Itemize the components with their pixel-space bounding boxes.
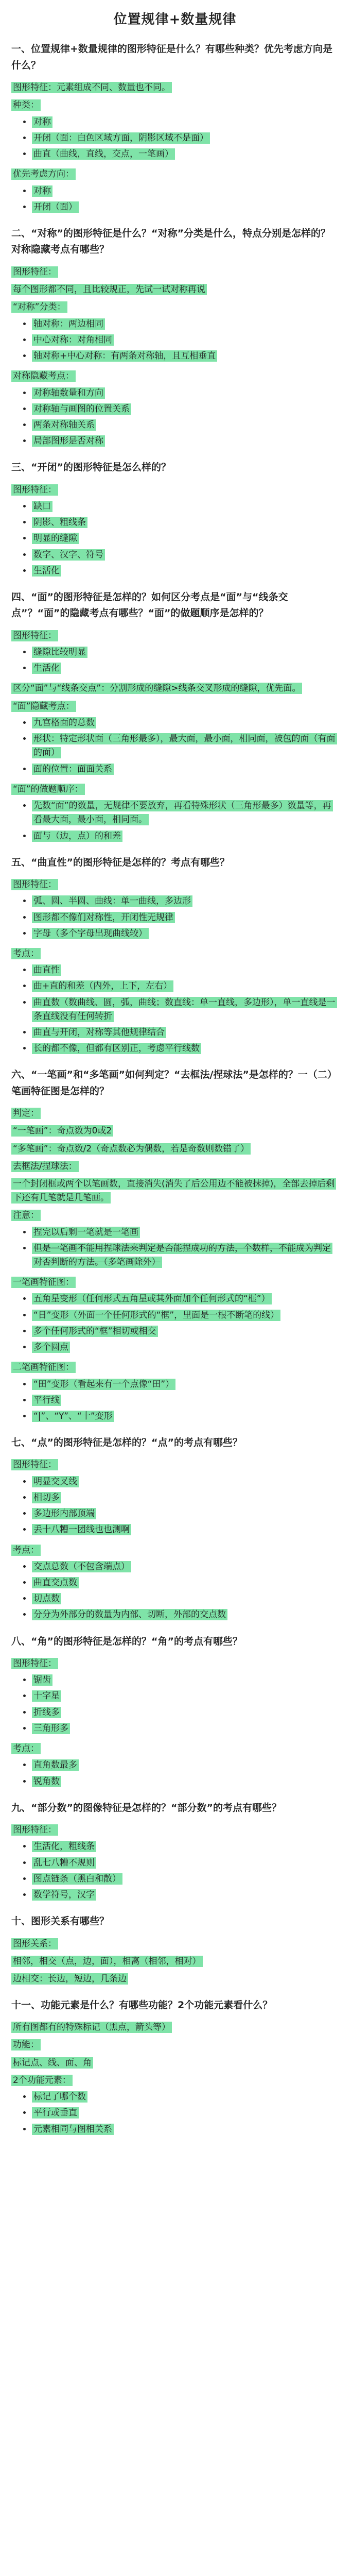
list-item-text: 明显的缝隙: [32, 533, 79, 544]
list-item-text: 生活化: [32, 663, 61, 674]
list-item-text: 丢十八糟一团线也也测啊: [32, 1524, 131, 1535]
bullet-list: [11, 1292, 339, 1354]
section: [11, 855, 339, 1056]
list-item-text: 相切多: [32, 1492, 61, 1503]
text-line: [11, 878, 339, 891]
list-item: [32, 1042, 339, 1056]
highlighted-text: 功能：: [11, 2039, 41, 2050]
list-item-text: 开闭（面：白色区域方面，阴影区域不是面）: [32, 132, 210, 144]
text-line: [11, 1209, 339, 1222]
section-heading: 二、“对称”的图形特征是什么？“对称”分类是什么，特点分别是怎样的？对称隐藏考点有哪些？: [11, 227, 330, 256]
list-item-text: 对称轴数量和方向: [32, 387, 105, 399]
section: [11, 1634, 339, 1789]
list-item-text: 元素相同与图相关系: [32, 2124, 114, 2135]
struck-text: 但是一笔画不能用捏球法来判定是否能捏成功的方法，个数样，不能成为判定对否判断的方法。（多笔画除外）: [32, 1243, 332, 1268]
text-line: [11, 167, 339, 181]
list-item-text: 图形都不像们对称性，开闭性无规律: [32, 912, 175, 923]
section-heading: 五、“曲直性”的图形特征是怎样的？考点有哪些？: [11, 856, 230, 868]
list-item-text: 折线多: [32, 1707, 61, 1718]
bullet-list: [11, 963, 339, 1056]
list-item-text: 面的位置：面面关系: [32, 764, 114, 775]
list-item: [32, 2106, 339, 2120]
list-item-text: 明显交叉线: [32, 1476, 79, 1487]
text-line: [11, 1160, 339, 1173]
list-item-text: 曲直性: [32, 964, 61, 976]
section: [11, 226, 339, 448]
list-item-text: 切点数: [32, 1593, 61, 1604]
list-item-text: 锯齿: [32, 1674, 52, 1686]
list-item: [32, 532, 339, 546]
section-heading: 四、“面”的图形特征是怎样的？如何区分考点是“面”与“线条交点”？“面”的隐藏考点有哪些？“面”的做题顺序是怎样的？: [11, 591, 288, 619]
text-line: [11, 1937, 339, 1951]
highlighted-text: “对称”分类：: [11, 301, 67, 313]
list-item-text: 形状：特定形状面（三角形最多），最大面，最小面，相同面，被包的面（有面的面）: [32, 733, 337, 758]
list-item-text: 交点总数（不包含端点）: [32, 1561, 131, 1572]
list-item-text: 九宫格面的总数: [32, 717, 96, 728]
list-item-text: “田”变形（看起来有一个点像“田”）: [32, 1379, 175, 1390]
list-item: [32, 1226, 339, 1240]
highlighted-text: “面”隐藏考点：: [11, 701, 76, 712]
list-item-text: 轴对称：两边相同: [32, 318, 105, 330]
bullet-list: [11, 184, 339, 214]
list-item: [32, 1292, 339, 1306]
list-item: [32, 500, 339, 514]
list-item: [32, 1775, 339, 1789]
list-item-text: 曲直与开闭，对称等其他规律结合: [32, 1027, 166, 1038]
list-item: [32, 402, 339, 416]
list-item: [32, 762, 339, 776]
highlighted-text: 一笔画特征图：: [11, 1277, 76, 1288]
list-item: [32, 963, 339, 977]
list-item-text: 图点链条（黑白和散）: [32, 1873, 122, 1885]
highlighted-text: 2个功能元素：: [11, 2075, 73, 2086]
highlighted-text: 对称隐藏考点：: [11, 370, 76, 382]
section: [11, 41, 339, 214]
bullet-list: [11, 386, 339, 449]
list-item: [32, 911, 339, 925]
list-item: [32, 184, 339, 198]
text-line: [11, 1177, 339, 1205]
bullet-list: [11, 894, 339, 941]
text-line: [11, 947, 339, 960]
bullet-list: [11, 716, 339, 776]
list-item: [32, 1856, 339, 1870]
section-heading: 七、“点”的图形特征是怎样的？“点”的考点有哪些？: [11, 1437, 242, 1449]
list-item-text: 直角数最多: [32, 1759, 79, 1771]
list-item: [32, 996, 339, 1024]
list-item: [32, 1872, 339, 1886]
bullet-list: [11, 799, 339, 843]
list-item-text: “日”变形（外面一个任何形式的“框”，里面是一根不断笔的线）: [32, 1310, 280, 1321]
list-item: [32, 1394, 339, 1408]
bullet-list: [11, 500, 339, 578]
section: [11, 1913, 339, 1986]
text-line: [11, 682, 339, 695]
text-line: [11, 1742, 339, 1755]
list-item: [32, 434, 339, 448]
list-item: [32, 1507, 339, 1521]
list-item-text: 阴影、粗线条: [32, 517, 87, 528]
highlighted-text: 图形特征：元素组成不同、数量也不同。: [11, 82, 172, 93]
section-heading: 九、“部分数”的图像特征是怎样的？“部分数”的考点有哪些？: [11, 1802, 281, 1814]
list-item-text: 多个圆点: [32, 1342, 70, 1353]
list-item-text: 面与（边，点）的和差: [32, 831, 122, 842]
text-line: [11, 283, 339, 296]
list-item-text: 轴对称+中心对称：有两条对称轴，且互相垂直: [32, 350, 217, 362]
list-item-text: 局部图形是否对称: [32, 435, 105, 447]
list-item-text: 缺口: [32, 501, 52, 512]
highlighted-text: 图形特征：: [11, 1658, 58, 1669]
list-item-text: 多边形内部顶端: [32, 1508, 96, 1519]
list-item: [32, 564, 339, 578]
list-item: [32, 317, 339, 331]
list-item: [32, 799, 339, 827]
text-line: [11, 98, 339, 112]
text-line: [11, 81, 339, 94]
list-item: [32, 115, 339, 129]
list-item: [32, 1410, 339, 1423]
highlighted-text: 图形特征：: [11, 266, 58, 278]
highlighted-text: “一笔画”：奇点数为0或2: [11, 1125, 113, 1137]
list-item-text: 乱七八糟不规则: [32, 1857, 96, 1869]
text-line: [11, 2074, 339, 2087]
highlighted-text: 图形特征：: [11, 879, 58, 890]
section-heading: 十一、功能元素是什么？有哪些功能？2个功能元素看什么？: [11, 1999, 273, 2011]
text-line: [11, 2038, 339, 2052]
text-line: [11, 1124, 339, 1138]
list-item-text: 三角形多: [32, 1723, 70, 1734]
text-line: [11, 1107, 339, 1120]
highlighted-text: 所有图都有的特殊标记（黑点，箭头等）: [11, 2022, 172, 2033]
list-item: [32, 418, 339, 432]
section: [11, 1067, 339, 1423]
list-item: [32, 2123, 339, 2137]
list-item: [32, 1576, 339, 1590]
list-item: [32, 1608, 339, 1622]
section-heading: 八、“角”的图形特征是怎样的？“角”的考点有哪些？: [11, 1635, 242, 1647]
section-heading: 一、位置规律+数量规律的图形特征是什么？有哪些种类？优先考虑方向是什么？: [11, 43, 332, 71]
list-item-text: 平行或垂直: [32, 2107, 79, 2119]
list-item-text: 数学符号，汉字: [32, 1889, 96, 1901]
list-item-text: 分分为外部分的数量为内部、切断，外部的交点数: [32, 1609, 227, 1620]
list-item: [32, 979, 339, 993]
list-item: [32, 386, 339, 400]
highlighted-text: 标记点、线、面、角: [11, 2057, 93, 2069]
highlighted-text: “多笔画”：奇点数/2（奇点数必为偶数，若是奇数则数错了）: [11, 1143, 251, 1155]
list-item: [32, 1592, 339, 1606]
list-item-text: 生活化: [32, 565, 61, 577]
bullet-list: [11, 1475, 339, 1537]
text-line: [11, 1823, 339, 1837]
list-item-text: 五角星变形（任何形式五角星或其外面加个任何形式的“框”）: [32, 1293, 272, 1304]
text-line: [11, 1458, 339, 1471]
list-item: [32, 1888, 339, 1902]
highlighted-text: 图形特征：: [11, 484, 58, 496]
highlighted-text: 边相交：长边，短边，几条边: [11, 1973, 128, 1985]
list-item-text: 两条对称轴关系: [32, 419, 96, 431]
list-item-text: 数字、汉字、符号: [32, 549, 105, 561]
text-line: [11, 483, 339, 497]
list-item: [32, 646, 339, 659]
list-item-text: 锐角数: [32, 1776, 61, 1787]
list-item-text: 生活化，粗线条: [32, 1841, 96, 1852]
text-line: [11, 300, 339, 314]
bullet-list: [11, 1840, 339, 1902]
bullet-list: [11, 1378, 339, 1424]
list-item: [32, 1475, 339, 1489]
list-item: [32, 1309, 339, 1323]
list-item-text: 先数“面”的数量，无规律不要放弃，再看特殊形状（三角形最多）数量等，再看最大面，最小面，相同面。: [32, 800, 333, 825]
section-heading: 六、“一笔画”和“多笔画”如何判定？“去框法/捏球法”是怎样的？一（二）笔画特征图是怎样的？: [11, 1069, 337, 1097]
bullet-list: [11, 646, 339, 675]
list-item: [32, 1689, 339, 1703]
text-line: [11, 1142, 339, 1156]
list-item-text: 字母（多个字母出现曲线较）: [32, 928, 149, 939]
text-line: [11, 1544, 339, 1557]
list-item: [32, 548, 339, 562]
text-line: [11, 1361, 339, 1374]
list-item: [32, 829, 339, 843]
list-item: [32, 1706, 339, 1720]
text-line: [11, 1276, 339, 1289]
section-heading: 十、图形关系有哪些？: [11, 1916, 110, 1927]
list-item-text: 捏完以后剩一笔就是一笔画: [32, 1227, 140, 1238]
list-item: [32, 1673, 339, 1687]
list-item: [32, 1758, 339, 1772]
list-item-text: 曲+直的和差（内外，上下，左右）: [32, 980, 173, 992]
highlighted-text: 图形特征：: [11, 1459, 58, 1470]
section-heading: 三、“开闭”的图形特征是怎么样的？: [11, 462, 171, 473]
highlighted-text: 种类：: [11, 99, 41, 111]
bullet-list: [11, 1758, 339, 1788]
list-item: [32, 333, 339, 347]
bullet-list: [11, 1560, 339, 1622]
list-item-text: 缝隙比较明显: [32, 647, 87, 658]
bullet-list: [11, 1673, 339, 1736]
text-line: [11, 1955, 339, 1968]
highlighted-text: “面”的做题顺序：: [11, 784, 85, 795]
highlighted-text: 考点：: [11, 1545, 41, 1556]
list-item-text: 多个任何形式的“框”相切或相交: [32, 1326, 158, 1337]
text-line: [11, 1972, 339, 1986]
list-item: [32, 1491, 339, 1505]
highlighted-text: 图形特征：: [11, 630, 58, 641]
highlighted-text: 区分“面”与“线条交点”：分割形成的缝隙>线条交叉形成的缝隙，优先面。: [11, 683, 302, 694]
highlighted-text: 图形特征：: [11, 1824, 58, 1836]
list-item: [32, 349, 339, 363]
list-item-text: 弧、圆、半圆、曲线：单一曲线，多边形: [32, 895, 192, 907]
highlighted-text: 一个封闭框或两个以笔画数，直接消失(消失了后公用边不能被抹掉)，全部去掉后剩下还有几笔就是几笔画。: [11, 1178, 336, 1203]
highlighted-text: 去框法/捏球法：: [11, 1161, 79, 1172]
bullet-list: [11, 115, 339, 162]
list-item: [32, 662, 339, 675]
section: [11, 589, 339, 843]
list-item: [32, 1722, 339, 1736]
list-item-text: 长的都不像，但都有区别正，考虑平行线数: [32, 1043, 201, 1054]
list-item-text: 曲直数（数曲线、圆，弧，曲线；数直线：单一直线，多边形），单一直线是一条直线没有任何转折: [32, 997, 337, 1022]
highlighted-text: 注意：: [11, 1210, 41, 1221]
bullet-list: [11, 1226, 339, 1270]
section: [11, 1800, 339, 1902]
list-item-text: 对称: [32, 116, 52, 128]
list-item-text: 平行线: [32, 1395, 61, 1406]
highlighted-text: 判定：: [11, 1108, 41, 1119]
section: [11, 460, 339, 578]
text-line: [11, 2056, 339, 2070]
list-item: [32, 1840, 339, 1854]
list-item-text: 对称: [32, 185, 52, 197]
highlighted-text: 考点：: [11, 948, 41, 959]
text-line: [11, 629, 339, 642]
list-item-text: “|”、“Y”、“十”变形: [32, 1411, 114, 1422]
list-item: [32, 200, 339, 214]
highlighted-text: 考点：: [11, 1743, 41, 1754]
list-item: [32, 516, 339, 530]
list-item: [32, 1325, 339, 1338]
list-item-text: 曲直交点数: [32, 1577, 79, 1588]
list-item-text: 中心对称：对角相同: [32, 334, 114, 346]
list-item-struck: [32, 1242, 339, 1269]
list-item: [32, 1378, 339, 1392]
text-line: [11, 783, 339, 796]
text-line: [11, 2021, 339, 2034]
list-item-text: 曲直（曲线，直线，交点，一笔画）: [32, 148, 175, 160]
page-title: 位置规律+数量规律: [113, 12, 237, 27]
text-line: [11, 1657, 339, 1670]
bullet-list: [11, 2090, 339, 2137]
text-line: [11, 265, 339, 279]
list-item: [32, 927, 339, 941]
bullet-list: [11, 317, 339, 364]
list-item: [32, 131, 339, 145]
list-item: [32, 1523, 339, 1537]
highlighted-text: 每个图形都不同，且比较规正，先试一试对称再说: [11, 284, 207, 295]
list-item-text: 标记了哪个数: [32, 2091, 87, 2103]
section: [11, 1435, 339, 1622]
list-item: [32, 2090, 339, 2104]
list-item-text: 开闭（面）: [32, 201, 79, 213]
list-item: [32, 1341, 339, 1354]
highlighted-text: 图形关系：: [11, 1938, 58, 1950]
highlighted-text: 优先考虑方向：: [11, 168, 76, 180]
highlighted-text: 相邻，相交（点，边，面），相离（相邻，相对）: [11, 1956, 203, 1967]
list-item-text: 十字星: [32, 1690, 61, 1702]
highlighted-text: 二笔画特征图：: [11, 1362, 76, 1373]
list-item: [32, 147, 339, 161]
list-item: [32, 894, 339, 908]
text-line: [11, 369, 339, 383]
list-item-text: 对称轴与画图的位置关系: [32, 403, 131, 415]
list-item: [32, 1026, 339, 1040]
list-item: [32, 716, 339, 730]
list-item: [32, 732, 339, 760]
section: [11, 1997, 339, 2137]
text-line: [11, 700, 339, 713]
list-item: [32, 1560, 339, 1574]
sections-container: [11, 41, 339, 2137]
